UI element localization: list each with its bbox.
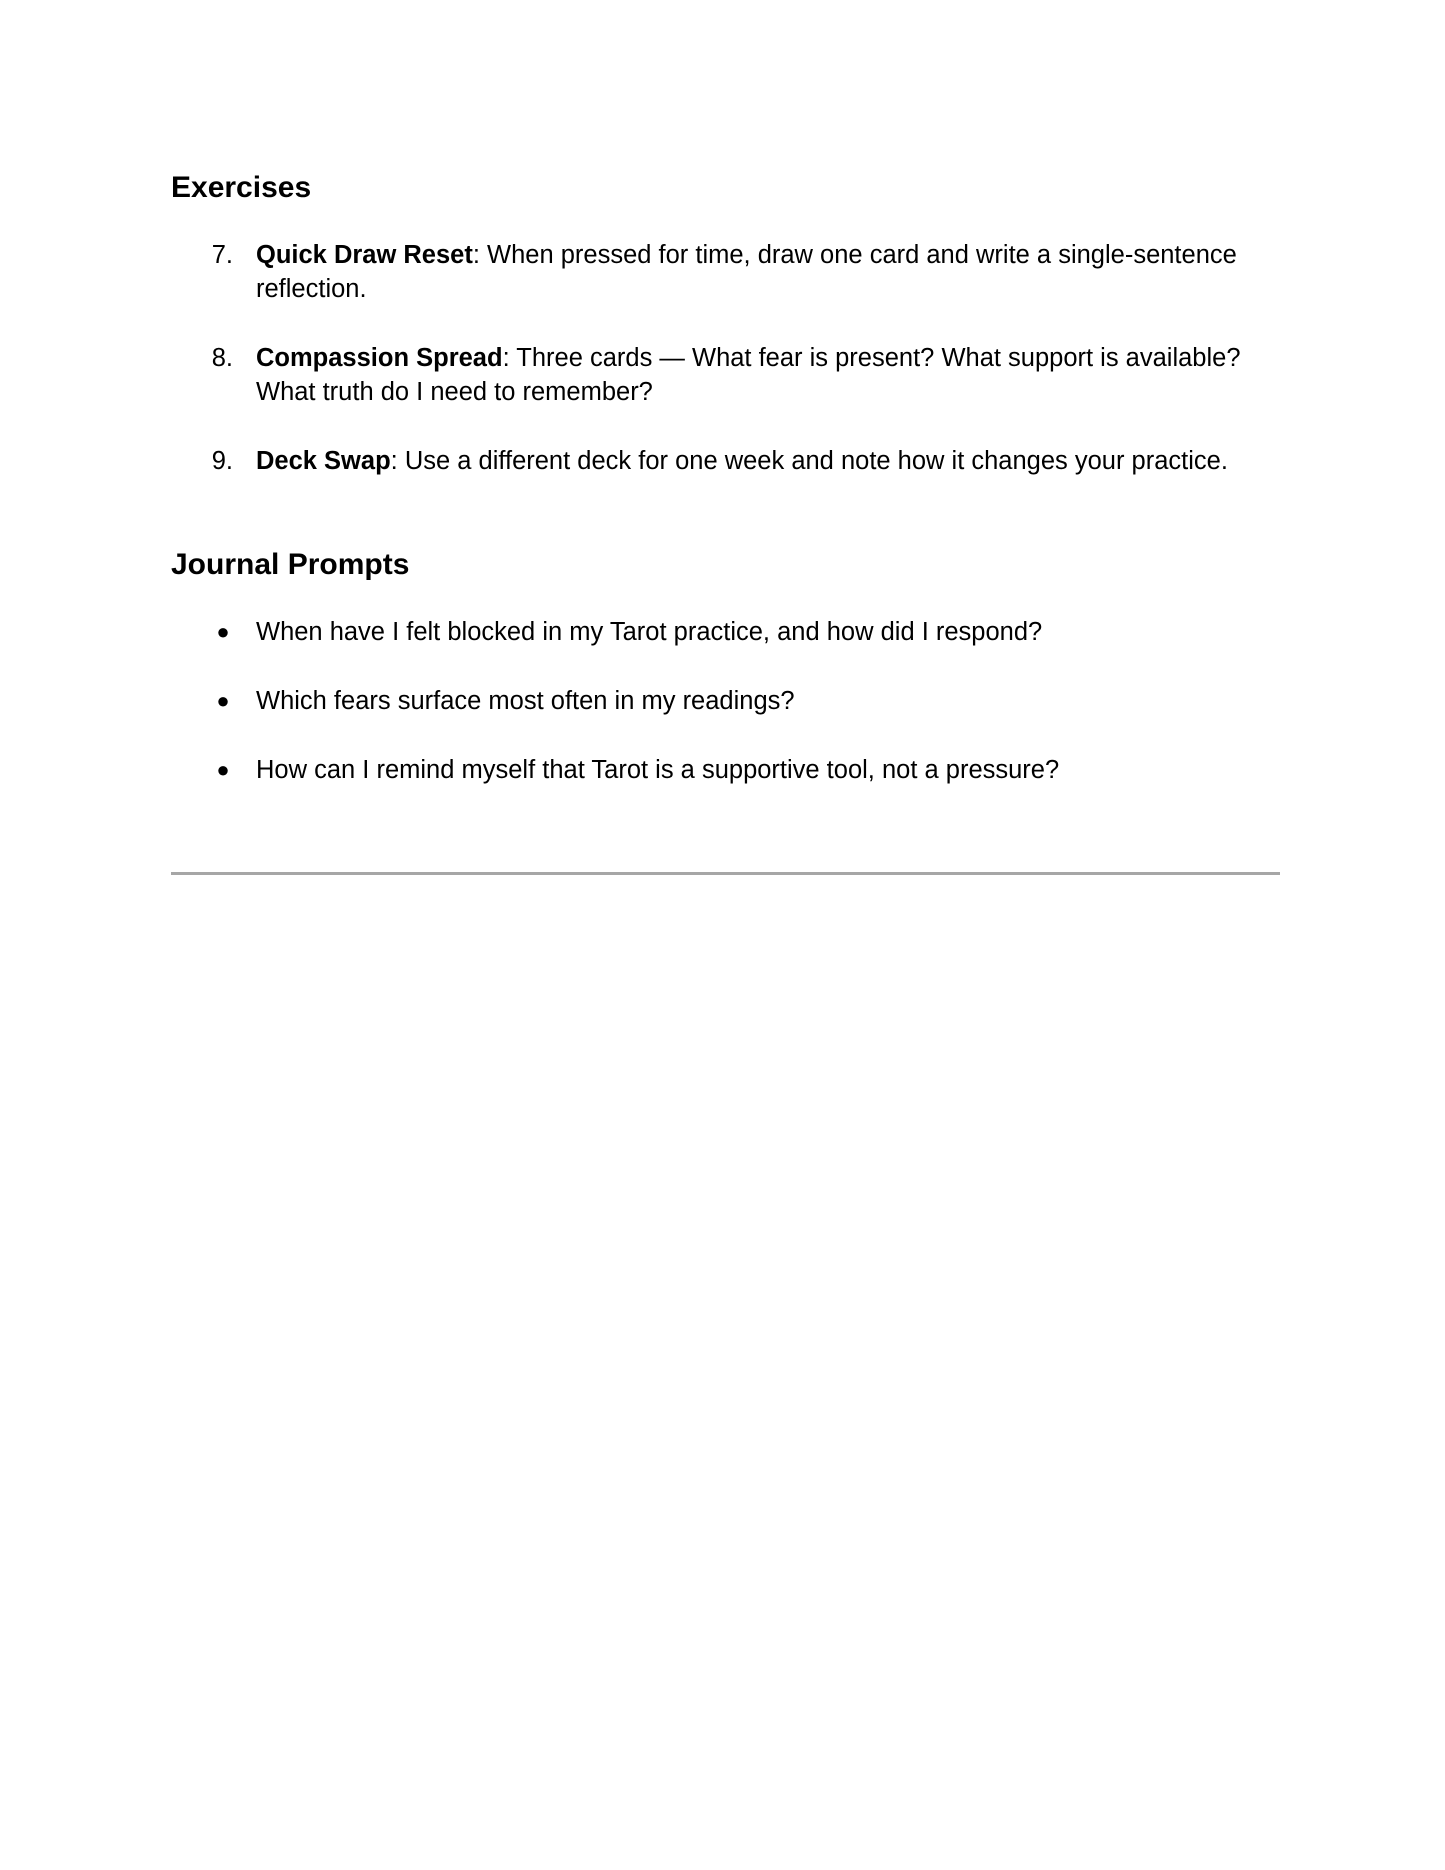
exercise-description: : Three cards — What fear is present? What support is available? What truth do I need to remember? bbox=[256, 344, 1241, 406]
exercise-term: Compassion Spread bbox=[256, 344, 503, 372]
journal-prompt-text: How can I remind myself that Tarot is a supportive tool, not a pressure? bbox=[256, 756, 1060, 784]
exercise-item bbox=[171, 444, 1301, 478]
journal-prompt-item bbox=[171, 684, 1301, 718]
bullet-icon: ● bbox=[216, 688, 230, 713]
exercise-text bbox=[256, 444, 1301, 478]
exercise-item bbox=[171, 341, 1301, 409]
exercise-description: : Use a different deck for one week and note how it changes your practice. bbox=[390, 447, 1228, 475]
list-number: 7. bbox=[211, 241, 233, 269]
exercise-item bbox=[171, 238, 1301, 306]
journal-prompt-item bbox=[171, 615, 1301, 649]
exercise-term: Deck Swap bbox=[256, 447, 391, 475]
exercises-heading: Exercises bbox=[171, 171, 312, 204]
exercise-text bbox=[256, 238, 1301, 306]
journal-prompt-text: When have I felt blocked in my Tarot practice, and how did I respond? bbox=[256, 618, 1043, 646]
bullet-icon: ● bbox=[216, 757, 230, 782]
list-number: 9. bbox=[211, 447, 233, 475]
journal-prompts-heading: Journal Prompts bbox=[171, 548, 410, 581]
journal-prompt-item bbox=[171, 753, 1301, 787]
exercise-description: : When pressed for time, draw one card and write a single-sentence reflection. bbox=[256, 241, 1237, 303]
horizontal-rule bbox=[171, 872, 1280, 875]
bullet-icon: ● bbox=[216, 619, 230, 644]
journal-prompt-text: Which fears surface most often in my readings? bbox=[256, 687, 795, 715]
list-number: 8. bbox=[211, 344, 233, 372]
exercise-text bbox=[256, 341, 1301, 409]
exercise-term: Quick Draw Reset bbox=[256, 241, 473, 269]
